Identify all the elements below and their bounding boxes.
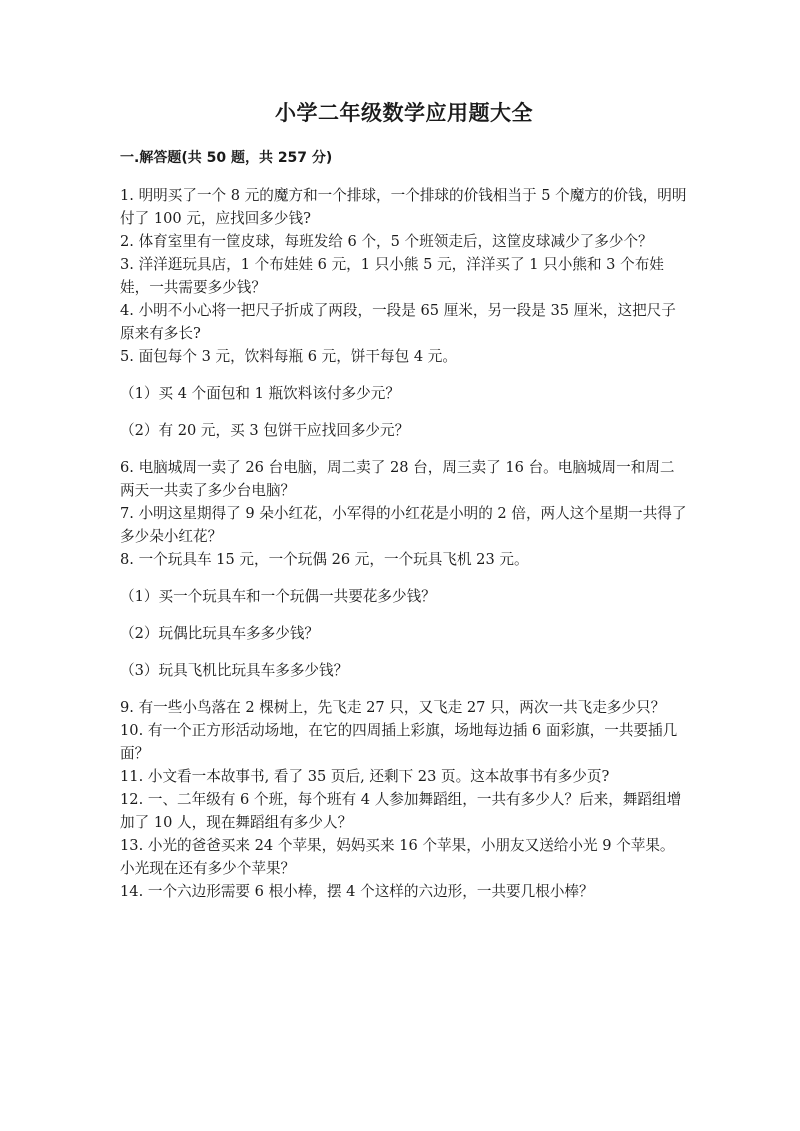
question-item: 5. 面包每个 3 元，饮料每瓶 6 元，饼干每包 4 元。 (120, 348, 457, 365)
question-item: 8. 一个玩具车 15 元，一个玩偶 26 元，一个玩具飞机 23 元。 (120, 551, 529, 568)
sub-question-group (120, 375, 688, 449)
question-item: 1. 明明买了一个 8 元的魔方和一个排球，一个排球的价钱相当于 5 个魔方的价钱，明明付了 100 元，应找回多少钱? (120, 187, 687, 227)
sub-question-group (120, 578, 688, 689)
section-heading: 一.解答题(共 50 题，共 257 分) (120, 150, 333, 166)
sub-question: （3）玩具飞机比玩具车多多少钱？ (120, 662, 349, 679)
question-item: 6. 电脑城周一卖了 26 台电脑，周二卖了 28 台，周三卖了 16 台。电脑城周一和周二两天一共卖了多少台电脑？ (120, 459, 675, 499)
question-item: 4. 小明不小心将一把尺子折成了两段，一段是 65 厘米，另一段是 35 厘米，这把尺子原来有多长? (120, 302, 676, 342)
question-item: 3. 洋洋逛玩具店，1 个布娃娃 6 元，1 只小熊 5 元，洋洋买了 1 只小熊和 3 个布娃娃，一共需要多少钱？ (120, 256, 664, 296)
question-item: 7. 小明这星期得了 9 朵小红花，小军得的小红花是小明的 2 倍，两人这个星期一共得了多少朵小红花？ (120, 505, 687, 545)
sub-question: （1）买 4 个面包和 1 瓶饮料该付多少元？ (120, 385, 400, 402)
question-item: 13. 小光的爸爸买来 24 个苹果，妈妈买来 16 个苹果，小朋友又送给小光 9 个苹果。小光现在还有多少个苹果？ (120, 837, 675, 877)
question-item: 12. 一、二年级有 6 个班，每个班有 4 人参加舞蹈组，一共有多少人？后来，舞蹈组增加了 10 人，现在舞蹈组有多少人？ (120, 791, 682, 831)
question-item: 2. 体育室里有一筐皮球，每班发给 6 个，5 个班领走后，这筐皮球减少了多少个？ (120, 233, 653, 250)
question-item: 10. 有一个正方形活动场地，在它的四周插上彩旗，场地每边插 6 面彩旗，一共要插几面？ (120, 722, 678, 762)
question-item: 11. 小文看一本故事书, 看了 35 页后, 还剩下 23 页。这本故事书有多少页? (120, 768, 610, 785)
sub-question: （1）买一个玩具车和一个玩偶一共要花多少钱？ (120, 588, 436, 605)
sub-question: （2）有 20 元，买 3 包饼干应找回多少元？ (120, 422, 410, 439)
question-item: 9. 有一些小鸟落在 2 棵树上，先飞走 27 只，又飞走 27 只，两次一共飞走多少只？ (120, 699, 666, 716)
question-list (120, 184, 688, 903)
sub-question: （2）玩偶比玩具车多多少钱？ (120, 625, 320, 642)
page-title: 小学二年级数学应用题大全 (275, 101, 533, 125)
worksheet-page (120, 96, 688, 903)
question-item: 14. 一个六边形需要 6 根小棒，摆 4 个这样的六边形，一共要几根小棒？ (120, 883, 594, 900)
